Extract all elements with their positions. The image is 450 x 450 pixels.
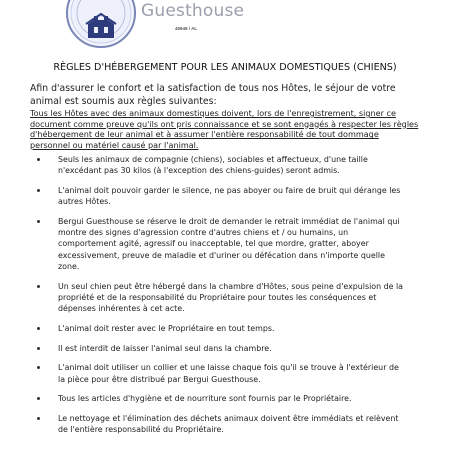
rule-line: de l'entière responsabilité du Propriétaire.: [58, 425, 224, 435]
bullet-icon: [37, 158, 40, 161]
rule-item: [30, 413, 432, 435]
rules-list: [30, 154, 432, 444]
rule-line: Bergui Guesthouse se réserve le droit de demander le retrait immédiat de l'animal qui: [58, 217, 400, 226]
rule-line: excessivement, preuve de maladie et d'uriner ou défécation dans n'importe quelle: [58, 250, 385, 260]
rule-line: zone.: [58, 261, 80, 271]
intro-line: Afin d'assurer le confort et la satisfaction de tous nos Hôtes, le séjour de votre: [30, 83, 396, 94]
intro-paragraph: [30, 83, 430, 150]
intro-underlined-line: personnel ou matériel causé par l'animal.: [30, 139, 199, 150]
bullet-icon: [37, 347, 40, 350]
bullet-icon: [37, 189, 40, 192]
bullet-icon: [37, 285, 40, 288]
rule-line: Il est interdit de laisser l'animal seul dans la chambre.: [58, 343, 272, 353]
guesthouse-logo: [66, 0, 136, 48]
document-title: RÈGLES D'HÉBERGEMENT POUR LES ANIMAUX DOMESTIQUES (CHIENS): [53, 62, 397, 73]
rule-item: [30, 323, 432, 334]
rule-line: Le nettoyage et l'élimination des déchets animaux doivent être immédiats et relèvent: [58, 414, 399, 424]
intro-underlined-line: document comme preuve qu'ils ont pris connaissance et se sont engagés à respecter les règles: [30, 118, 419, 129]
rule-item: [30, 154, 432, 176]
rule-line: autres Hôtes.: [58, 197, 111, 207]
bullet-icon: [37, 220, 40, 223]
document-header: [0, 0, 450, 50]
intro-underlined-line: d'hébergement de leur animal et à assumer l'entière responsabilité de tout dommage: [30, 129, 379, 140]
rule-line: montre des signes d'agression contre d'autres chiens et / ou humains, un: [58, 228, 349, 238]
registration-number: 45949 / AL: [175, 26, 198, 31]
rule-item: [30, 343, 432, 354]
rule-line: Seuls les animaux de compagnie (chiens), sociables et affectueux, d'une taille: [58, 155, 368, 164]
rule-line: L'animal doit rester avec le Propriétaire en tout temps.: [58, 323, 275, 333]
rule-line: comportement agité, agressif ou inacceptable, tel que mordre, gratter, aboyer: [58, 239, 369, 249]
rule-line: propriété et de la responsabilité du Propriétaire pour toutes les conséquences et: [58, 292, 377, 302]
brand-name: Guesthouse: [141, 1, 245, 21]
rule-line: n'excédant pas 30 kilos (à l'exception des chiens-guides) seront admis.: [58, 166, 340, 176]
rule-item: [30, 281, 432, 315]
rule-line: Tous les articles d'hygiène et de nourriture sont fournis par le Propriétaire.: [58, 394, 352, 404]
rule-item: [30, 362, 432, 384]
rule-line: L'animal doit pouvoir garder le silence, ne pas aboyer ou faire de bruit qui dérange les: [58, 186, 401, 195]
rule-line: dépenses inhérentes à cet acte.: [58, 304, 185, 314]
bullet-icon: [37, 366, 40, 369]
bullet-icon: [37, 397, 40, 400]
rule-line: L'animal doit utiliser un collier et une laisse chaque fois qu'il se trouve à l'extérieur de: [58, 363, 399, 373]
intro-underlined-line: Tous les Hôtes avec des animaux domestiques doivent, lors de l'enregistrement, signer ce: [30, 108, 396, 118]
rule-item: [30, 393, 432, 404]
rule-item: [30, 216, 432, 272]
rule-item: [30, 185, 432, 207]
bullet-icon: [37, 327, 40, 330]
intro-line: animal est soumis aux règles suivantes:: [30, 95, 217, 107]
rule-line: Un seul chien peut être hébergé dans la chambre d'Hôtes, sous peine d'expulsion de la: [58, 281, 403, 291]
bullet-icon: [37, 417, 40, 420]
rule-line: la pièce pour être distribué par Bergui Guesthouse.: [58, 374, 261, 384]
